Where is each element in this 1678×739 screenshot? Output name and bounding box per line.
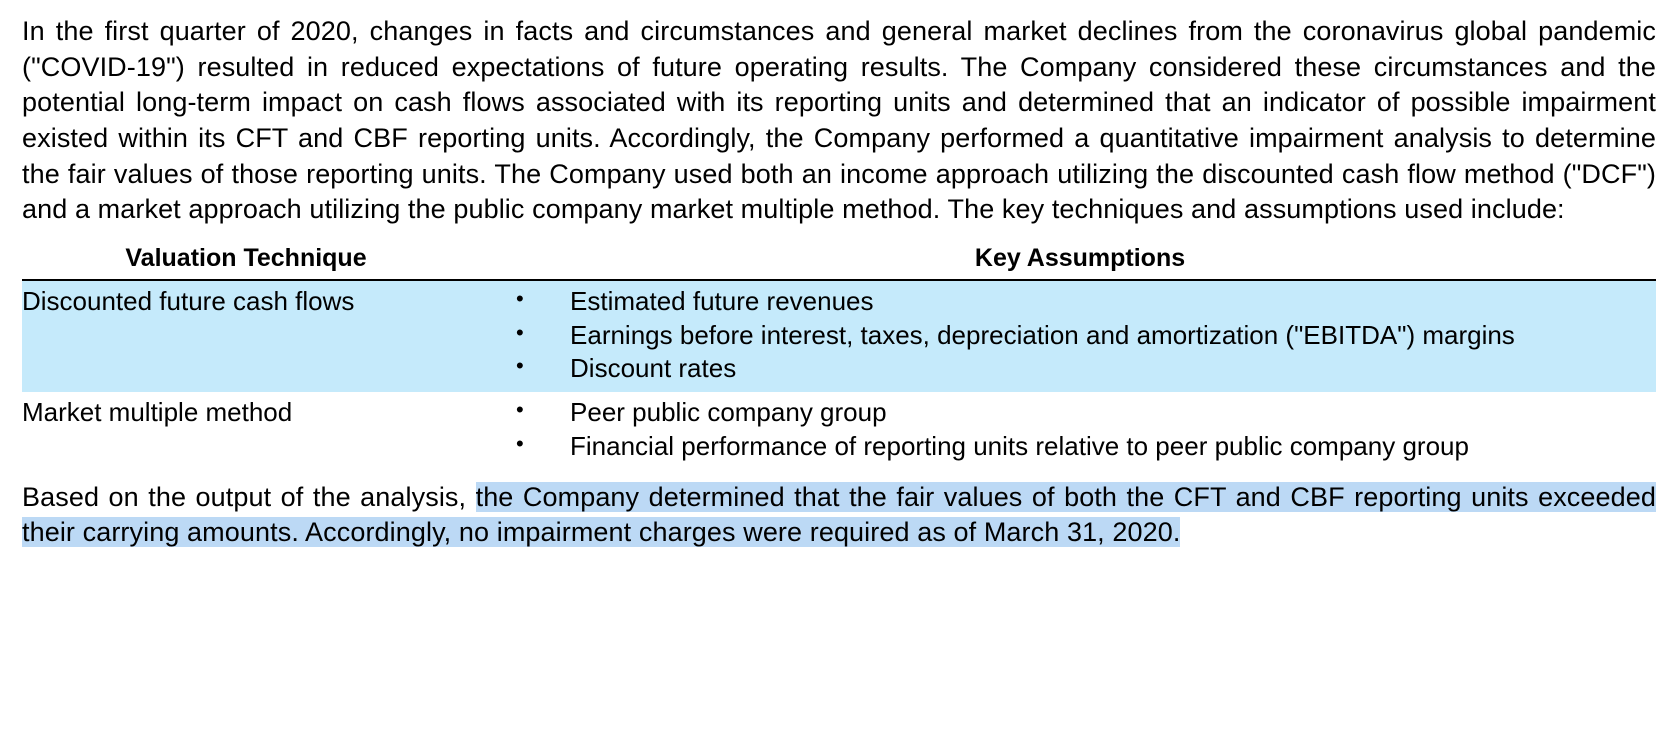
column-header-valuation-technique: Valuation Technique (22, 242, 504, 280)
table-row (22, 280, 1656, 392)
conclusion-highlighted-text: the Company determined that the fair values of both the CFT and CBF reporting units exceeded their carrying amounts. Accordingly, no impairment charges were required as of March 31, 2020. (22, 481, 1656, 548)
list-item: • Earnings before interest, taxes, depreciation and amortization ("EBITDA") margins (504, 319, 1656, 352)
cell-technique-market-multiple: Market multiple method (22, 397, 293, 427)
column-header-key-assumptions: Key Assumptions (504, 242, 1656, 280)
list-item: • Peer public company group (504, 396, 1656, 429)
assumption-list (504, 285, 1656, 385)
cell-assumptions-market-multiple (504, 392, 1656, 470)
list-item: • Financial performance of reporting units relative to peer public company group (504, 430, 1656, 463)
table-header-row (22, 242, 1656, 280)
conclusion-lead-text: Based on the output of the analysis, (22, 481, 476, 512)
assumption-list (504, 396, 1656, 463)
list-item: • Estimated future revenues (504, 285, 1656, 318)
cell-assumptions-discounted-cash-flows (504, 280, 1656, 392)
conclusion-paragraph (22, 480, 1656, 551)
intro-paragraph: In the first quarter of 2020, changes in facts and circumstances and general market declines from the coronavirus global pandemic ("COVID-19") resulted in reduced expectations of future operating results. The Company considered these circumstances and the potential long-term impact on cash flows associated with its reporting units and determined that an indicator of possible impairment existed within its CFT and CBF reporting units. Accordingly, the Company performed a quantitative impairment analysis to determine the fair values of those reporting units. The Company used both an income approach utilizing the discounted cash flow method ("DCF") and a market approach utilizing the public company market multiple method. The key techniques and assumptions used include: (22, 16, 1656, 225)
valuation-assumptions-table (22, 242, 1656, 470)
cell-technique-discounted-cash-flows: Discounted future cash flows (22, 280, 504, 392)
table-row (22, 392, 1656, 470)
list-item: • Discount rates (504, 352, 1656, 385)
